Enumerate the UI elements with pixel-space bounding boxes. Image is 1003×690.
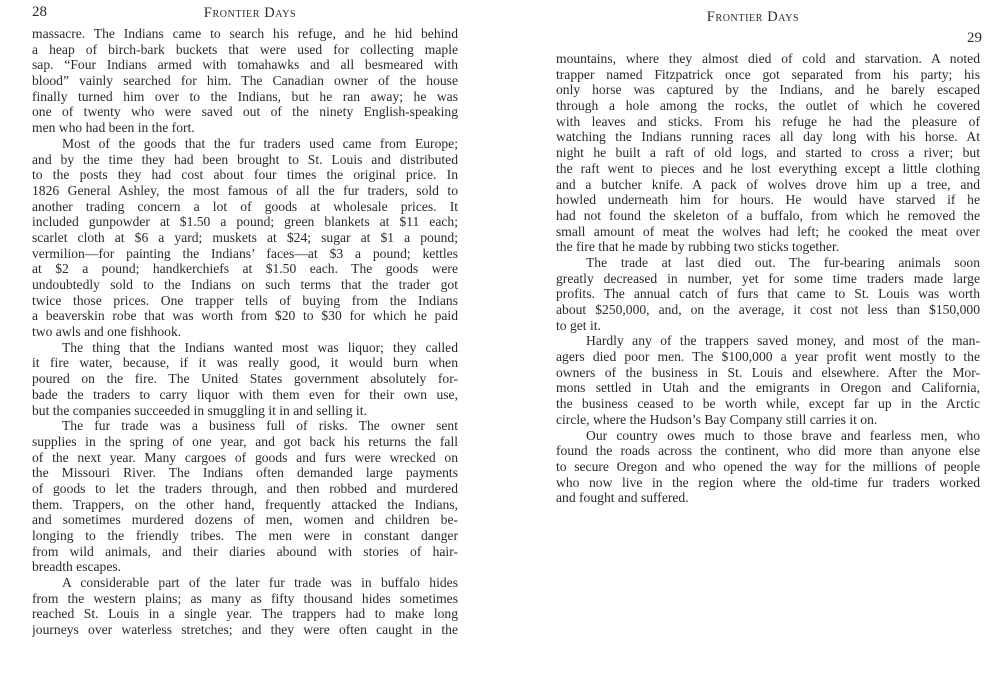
text-line: agers died poor men. The $100,000 a year profit went mostly to the bbox=[556, 349, 980, 365]
text-line: howled underneath him for hours. He would have starved if he bbox=[556, 192, 980, 208]
text-line: sap. “Four Indians armed with tomahawks and all besmeared with bbox=[32, 57, 458, 73]
text-line: and fought and suffered. bbox=[556, 490, 689, 506]
text-line: Most of the goods that the fur traders used came from Europe; bbox=[62, 135, 458, 151]
text-line: had not found the skeleton of a buffalo, from which he removed the bbox=[556, 207, 980, 223]
text-line: blood” vainly searched for him. The Canadian owner of the house bbox=[32, 73, 458, 89]
text-line: watching the Indians running races all day long with his horse. At bbox=[556, 129, 980, 145]
page-number: 28 bbox=[32, 4, 47, 20]
text-line: breadth escapes. bbox=[32, 559, 122, 575]
running-head: Frontier Days bbox=[706, 9, 800, 25]
text-line: bade the traders to carry liquor with them even for their own use, bbox=[32, 386, 458, 402]
text-line: The trade at last died out. The fur-bearing animals soon bbox=[586, 254, 980, 270]
text-line: to get it. bbox=[556, 317, 601, 333]
text-line: longing to the friendly tribes. The men were in constant danger bbox=[32, 528, 458, 543]
page-number: 29 bbox=[967, 30, 982, 46]
text-line: and a butcher knife. A pack of wolves drove him up a tree, and bbox=[556, 176, 980, 192]
text-line: but the companies succeeded in smuggling it in and selling it. bbox=[32, 402, 367, 418]
text-line: it fire water, because, if it was really good, it would burn when bbox=[32, 355, 458, 371]
body-text bbox=[556, 51, 980, 506]
text-line: the Missouri River. The Indians often demanded large payments bbox=[32, 465, 458, 481]
text-line: mountains, where they almost died of cold and starvation. A noted bbox=[556, 51, 980, 66]
text-line: of goods to let the traders through, and then robbed and murdered bbox=[32, 480, 458, 496]
text-line: vermilion—for painting the Indians’ faces—at $3 a pound; kettles bbox=[32, 245, 458, 261]
text-line: greatly decreased in number, yet for some time traders made large bbox=[556, 270, 980, 286]
text-line: of the next year. Many cargoes of goods and furs were wrecked on bbox=[32, 449, 458, 465]
text-line: from wild animals, and their diaries abound with stories of hair- bbox=[32, 543, 458, 559]
text-line: reached St. Louis in a single year. The trappers had to make long bbox=[32, 606, 458, 622]
text-line: two awls and one fishhook. bbox=[32, 324, 182, 340]
text-line: men who had been in the fort. bbox=[32, 120, 195, 136]
text-line: massacre. The Indians came to search his refuge, and he hid behind bbox=[32, 26, 458, 41]
text-line: A considerable part of the later fur trade was in buffalo hides bbox=[62, 575, 458, 591]
body-text bbox=[32, 26, 458, 638]
text-line: one of twenty who were saved out of the ninety English-speaking bbox=[32, 104, 458, 120]
left-page bbox=[0, 0, 500, 690]
text-line: journeys over waterless stretches; and they were often caught in the bbox=[32, 622, 458, 638]
text-line: to secure Oregon and who opened the way for the millions of people bbox=[556, 458, 980, 474]
text-line: the fire that he made by rubbing two sticks together. bbox=[556, 239, 840, 255]
text-line: included gunpowder at $1.50 a pound; green blankets at $11 each; bbox=[32, 214, 458, 230]
text-line: a beaverskin robe that was worth from $20 to $30 for which he paid bbox=[32, 308, 458, 324]
text-line: twice those prices. One trapper tells of buying from the Indians bbox=[32, 292, 458, 308]
text-line: and sometimes murdered dozens of men, women and children be- bbox=[32, 512, 458, 528]
text-line: only horse was captured by the Indians, and he barely escaped bbox=[556, 82, 980, 98]
text-line: supplies in the spring of one year, and got back his returns the fall bbox=[32, 433, 458, 449]
text-line: profits. The annual catch of furs that came to St. Louis was worth bbox=[556, 286, 980, 302]
text-line: with leaves and sticks. From his refuge he had the pleasure of bbox=[556, 113, 980, 129]
text-line: 1826 General Ashley, the most famous of all the fur traders, sold to bbox=[32, 182, 458, 198]
text-line: The thing that the Indians wanted most was liquor; they called bbox=[62, 339, 458, 355]
text-line: to the posts they had cost about four times the original price. In bbox=[32, 167, 458, 183]
text-line: from the western plains; as many as fifty thousand hides sometimes bbox=[32, 590, 458, 606]
text-line: circle, where the Hudson’s Bay Company still carries it on. bbox=[556, 411, 878, 427]
text-line: the raft went to pieces and he lost everything except a little clothing bbox=[556, 160, 980, 176]
text-line: through a hole among the rocks, the outlet of which he covered bbox=[556, 98, 980, 114]
text-line: and by the time they had been brought to St. Louis and distributed bbox=[32, 151, 458, 167]
running-head: Frontier Days bbox=[203, 5, 297, 21]
text-line: undoubtedly sold to the Indians on such terms that the trader got bbox=[32, 277, 458, 292]
right-page bbox=[503, 0, 1003, 690]
text-line: finally turned him over to the Indians, but he ran away; he was bbox=[32, 88, 458, 104]
text-line: the business ceased to be worth while, except far up in the Arctic bbox=[556, 396, 980, 412]
text-line: The fur trade was a business full of risks. The owner sent bbox=[62, 418, 458, 434]
text-line: night he built a raft of old logs, and started to cross a river; but bbox=[556, 145, 980, 161]
text-line: about $250,000, and, on the average, it cost not less than $150,000 bbox=[556, 302, 980, 317]
text-line: owners of the business in St. Louis and elsewhere. After the Mor- bbox=[556, 364, 980, 380]
text-line: scarlet cloth at $6 a yard; muskets at $24; sugar at $1 a pound; bbox=[32, 229, 458, 245]
text-line: Our country owes much to those brave and fearless men, who bbox=[586, 427, 980, 443]
text-line: who now live in the region where the old-time fur traders worked bbox=[556, 474, 980, 490]
text-line: small amount of meat the wolves had left; he cooked the meat over bbox=[556, 223, 980, 239]
text-line: Hardly any of the trappers saved money, and most of the man- bbox=[586, 333, 980, 349]
text-line: another trading concern a lot of goods at wholesale prices. It bbox=[32, 198, 458, 214]
text-line: a heap of birch-bark buckets that were used for collecting maple bbox=[32, 41, 458, 57]
text-line: trapper named Fitzpatrick once got separated from his party; his bbox=[556, 66, 980, 82]
text-line: found the roads across the continent, who did more than anyone else bbox=[556, 443, 980, 459]
text-line: mons settled in Utah and the emigrants in Oregon and California, bbox=[556, 380, 980, 396]
text-line: them. Trappers, on the other hand, frequently attacked the Indians, bbox=[32, 496, 458, 512]
text-line: at $2 a pound; handkerchiefs at $1.50 each. The goods were bbox=[32, 261, 458, 277]
text-line: poured on the fire. The United States government absolutely for- bbox=[32, 371, 458, 387]
